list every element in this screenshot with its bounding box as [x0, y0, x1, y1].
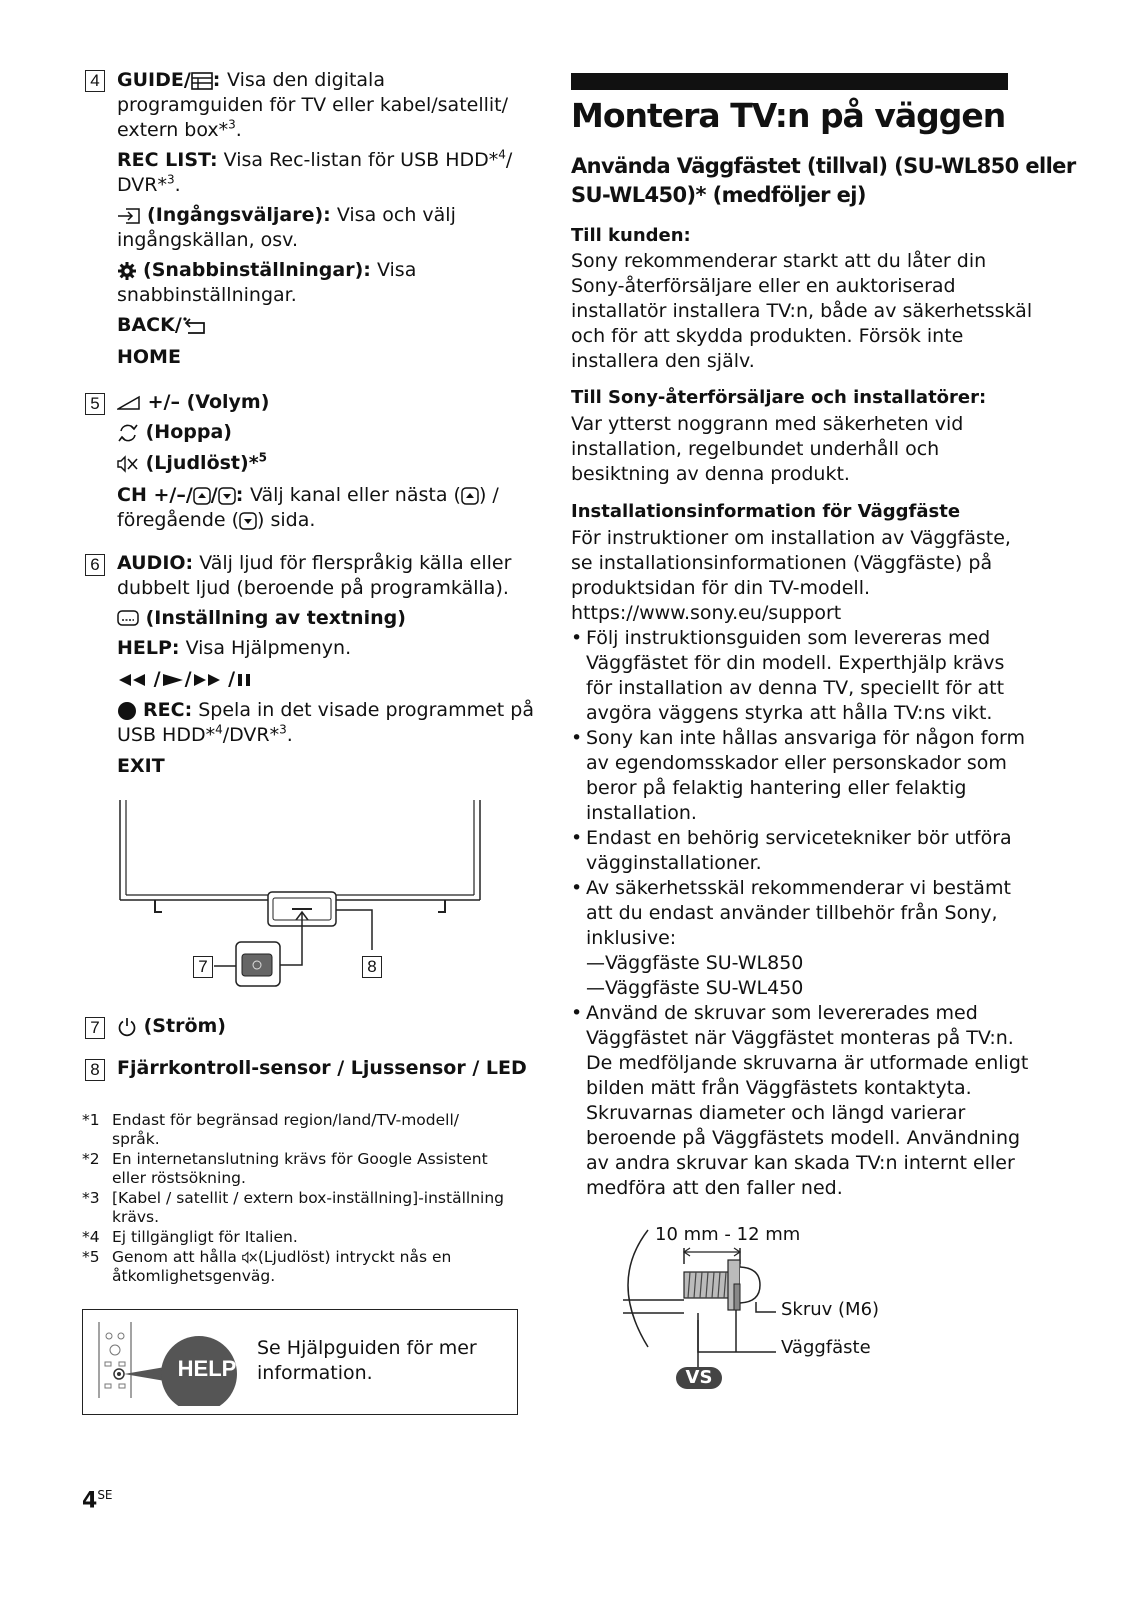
sec2-line-2: installation, regelbundet underhåll och — [571, 438, 940, 460]
quick-line — [117, 258, 416, 283]
record-icon — [117, 701, 137, 721]
footnote-mark-1: *1 — [82, 1111, 100, 1129]
input-line — [117, 203, 456, 228]
input-text-2: ingångskällan, osv. — [117, 229, 298, 251]
rec-sup-2: 3 — [279, 722, 287, 737]
bullet-3-line-1: Endast en behörig servicetekniker bör utföra — [586, 827, 1012, 849]
sec1-line-4: och för att skydda produkten. Försök inte — [571, 325, 964, 347]
gear-icon — [117, 261, 137, 281]
guide-sup: 3 — [228, 117, 236, 132]
item-number-8: 8 — [85, 1059, 105, 1081]
rec-line — [117, 698, 534, 723]
sec1-line-1: Sony rekommenderar starkt att du låter din — [571, 250, 987, 272]
sensor-label: Fjärrkontroll-sensor / Ljussensor / LED — [117, 1057, 527, 1079]
footnote-5-line-2: åtkomlighetsgenväg. — [112, 1267, 276, 1285]
play-icon — [161, 672, 185, 688]
bullet-dot: • — [571, 827, 583, 849]
jump-icon — [117, 423, 139, 443]
sec1-line-2: Sony-återförsäljare eller en auktoriserad — [571, 275, 956, 297]
power-line — [117, 1014, 226, 1039]
page-down-icon — [218, 487, 236, 505]
section-subtitle-1: Använda Väggfästet (tillval) (SU-WL850 eller — [571, 154, 1076, 178]
bullet-1-line-3: för installation av denna TV, speciellt för att — [586, 677, 1005, 699]
sec2-line-1: Var ytterst noggrann med säkerheten vid — [571, 413, 964, 435]
ch-line-2 — [117, 508, 315, 533]
help-guide-box — [82, 1309, 518, 1415]
bullet-dot: • — [571, 727, 583, 749]
pause-icon — [235, 672, 255, 688]
guide-label: GUIDE/ — [117, 69, 191, 91]
bullet-4-line-2: att du endast använder tillbehör från Sony, — [586, 902, 998, 924]
audio-line — [117, 551, 511, 576]
guide-text-3: extern box* — [117, 119, 229, 141]
footnote-5-text: Genom att hålla — [112, 1248, 237, 1266]
rec-list-line: REC LIST: Visa Rec-listan för USB HDD*$^4$/ — [117, 147, 513, 171]
ch-text-2-end: ) sida. — [257, 509, 316, 531]
footnote-3-line-2: krävs. — [112, 1208, 160, 1226]
bullet-dot: • — [571, 877, 583, 899]
subtitle-icon — [117, 610, 139, 628]
rec-list-text-2: DVR* — [117, 174, 167, 196]
rec-list-text: Visa Rec-listan för USB HDD* — [223, 149, 499, 171]
bullet-2-line-2: av egendomsskador eller personskador som — [586, 752, 1007, 774]
back-label: BACK/ — [117, 314, 182, 336]
rec-list-sup-2: 3 — [167, 172, 175, 187]
footnote-2-line-1: En internetanslutning krävs för Google Assistent — [112, 1150, 488, 1168]
tv-bottom-diagram — [110, 800, 510, 1000]
sec3-line-2: se installationsinformationen (Väggfäste) på — [571, 552, 993, 574]
rec-list-label: REC LIST: — [117, 149, 218, 171]
help-line — [117, 636, 351, 661]
page-title: Montera TV:n på väggen — [571, 96, 1006, 135]
help-badge: HELP — [177, 1356, 237, 1381]
jump-line — [117, 420, 232, 445]
footnote-4-line-1: Ej tillgängligt för Italien. — [112, 1228, 298, 1246]
volume-line — [117, 390, 269, 415]
playback-controls: / / / — [117, 667, 255, 692]
rec-line-2: USB HDD*$^4$/DVR*$^3$. — [117, 722, 293, 746]
help-box-line-1: Se Hjälpguiden för mer — [257, 1337, 477, 1359]
bullet-4-line-5: —Väggfäste SU-WL450 — [586, 977, 804, 999]
sec2-line-3: besiktning av denna produkt. — [571, 463, 850, 485]
page-number-suffix: SE — [97, 1488, 113, 1502]
footnote-mark-4: *4 — [82, 1228, 100, 1246]
footnote-5-tail: (Ljudlöst) intryckt nås en — [257, 1248, 452, 1266]
page-up-icon — [193, 487, 211, 505]
rec-sup: 4 — [215, 722, 223, 737]
rec-list-sup: 4 — [498, 147, 506, 162]
bullet-1-line-1: Följ instruktionsguiden som levereras med — [586, 627, 991, 649]
jump-label: (Hoppa) — [145, 421, 232, 443]
footnote-2-line-2: eller röstsökning. — [112, 1169, 246, 1187]
mute-sup: 5 — [258, 450, 267, 465]
help-label: HELP: — [117, 637, 180, 659]
audio-label: AUDIO: — [117, 552, 194, 574]
sec3-line-3: produktsidan för din TV-modell. — [571, 577, 871, 599]
bullet-5-line-6: beroende på Väggfästets modell. Användning — [586, 1127, 1021, 1149]
page-up-icon-small — [461, 487, 479, 505]
bullet-5-line-4: bilden mätt från Väggfästets kontaktyta. — [586, 1077, 972, 1099]
sec3-head: Installationsinformation för Väggfäste — [571, 501, 961, 522]
rec-label: REC: — [143, 699, 193, 721]
sec1-line-5: installera den själv. — [571, 350, 755, 372]
footnote-5-line-1 — [112, 1247, 451, 1267]
page-number-digit: 4 — [82, 1488, 98, 1514]
guide-text: Visa den digitala — [227, 69, 385, 91]
guide-icon — [191, 72, 213, 90]
mute-icon — [117, 455, 139, 473]
audio-text-2: dubbelt ljud (beroende på programkälla). — [117, 577, 509, 599]
rec-list-line-2: DVR*$^3$. — [117, 172, 181, 196]
input-select-icon — [117, 207, 141, 225]
mute-line — [117, 451, 267, 476]
section-subtitle-2: SU-WL450)* (medföljer ej) — [571, 183, 866, 207]
item-number-4: 4 — [85, 70, 105, 92]
input-text: Visa och välj — [336, 204, 456, 226]
ch-text: Välj kanal eller nästa ( — [249, 484, 461, 506]
item-number-5: 5 — [85, 393, 105, 415]
fast-forward-icon — [192, 672, 222, 688]
item-number-7: 7 — [85, 1017, 105, 1039]
sec3-line-1: För instruktioner om installation av Väggfäste, — [571, 527, 1011, 549]
footnote-mark-3: *3 — [82, 1189, 100, 1207]
bullet-5-line-8: medföra att den faller ned. — [586, 1177, 843, 1199]
sec1-head: Till kunden: — [571, 225, 691, 246]
rec-text-3: /DVR* — [222, 724, 280, 746]
page-number — [82, 1488, 113, 1513]
bullet-1-line-2: Väggfästet för din modell. Experthjälp krävs — [586, 652, 1005, 674]
bullet-dot: • — [571, 1002, 583, 1024]
ch-text-end: ) / — [478, 484, 499, 506]
rewind-icon — [117, 672, 147, 688]
back-icon — [182, 316, 208, 336]
bullet-dot: • — [571, 627, 583, 649]
guide-text-2: programguiden för TV eller kabel/satellit/ — [117, 94, 509, 116]
bullet-1-line-4: avgöra väggens styrka att hålla TV:ns vikt. — [586, 702, 993, 724]
bullet-2-line-4: installation. — [586, 802, 697, 824]
rec-text-2: USB HDD* — [117, 724, 216, 746]
quick-label: (Snabbinställningar): — [143, 259, 371, 281]
subtitle-label: (Inställning av textning) — [145, 607, 406, 629]
input-label: (Ingångsväljare): — [147, 204, 331, 226]
guide-text-3-line: extern box*$^3$. — [117, 117, 242, 141]
exit-label: EXIT — [117, 755, 165, 777]
home-label: HOME — [117, 346, 181, 368]
audio-text: Välj ljud för flerspråkig källa eller — [199, 552, 512, 574]
rec-text: Spela in det visade programmet på — [198, 699, 534, 721]
bullet-5-line-7: av andra skruvar kan skada TV:n internt eller — [586, 1152, 1015, 1174]
volume-icon — [117, 395, 141, 411]
quick-text-2: snabbinställningar. — [117, 284, 297, 306]
callout-7: 7 — [193, 956, 213, 978]
help-text: Visa Hjälpmenyn. — [185, 637, 352, 659]
guide-line: GUIDE/ : Visa den digitala — [117, 69, 385, 91]
sec2-head: Till Sony-återförsäljare och installatörer: — [571, 387, 987, 408]
bracket-label: Väggfäste — [781, 1337, 871, 1358]
page-down-icon-small — [239, 512, 257, 530]
bullet-5-line-2: Väggfästet när Väggfästet monteras på TV:n. — [586, 1027, 1014, 1049]
ch-text-2: föregående ( — [117, 509, 240, 531]
quick-text: Visa — [376, 259, 417, 281]
footnote-mark-2: *2 — [82, 1150, 100, 1168]
bullet-4-line-1: Av säkerhetsskäl rekommenderar vi bestämt — [586, 877, 1011, 899]
mute-icon-small — [242, 1251, 258, 1264]
screw-dimension: 10 mm - 12 mm — [655, 1224, 801, 1245]
power-label: (Ström) — [143, 1015, 226, 1037]
bullet-2-line-1: Sony kan inte hållas ansvariga för någon form — [586, 727, 1025, 749]
sec3-url: https://www.sony.eu/support — [571, 602, 842, 624]
volume-label: +/– (Volym) — [147, 391, 270, 413]
subtitle-line — [117, 606, 406, 631]
screw-label: Skruv (M6) — [781, 1299, 880, 1320]
bullet-3-line-2: vägginstallationer. — [586, 852, 762, 874]
bullet-5-line-3: De medföljande skruvarna är utformade enligt — [586, 1052, 1029, 1074]
callout-8: 8 — [362, 956, 382, 978]
bullet-5-line-1: Använd de skruvar som levererades med — [586, 1002, 978, 1024]
footnote-mark-5: *5 — [82, 1248, 100, 1266]
mute-label: (Ljudlöst)* — [145, 452, 259, 474]
help-box-line-2: information. — [257, 1362, 373, 1384]
title-bar — [571, 73, 1008, 90]
vs-badge: VS — [685, 1367, 713, 1388]
back-line — [117, 313, 208, 338]
ch-line: CH +/–/ / : Välj kanal eller nästa ( ) / — [117, 484, 499, 506]
item-number-6: 6 — [85, 554, 105, 576]
ch-label: CH +/–/ — [117, 484, 193, 506]
bullet-4-line-3: inklusive: — [586, 927, 677, 949]
footnote-1-line-1: Endast för begränsad region/land/TV-modell/ — [112, 1111, 460, 1129]
footnote-3-line-1: [Kabel / satellit / extern box-inställning]-inställning — [112, 1189, 504, 1207]
bullet-5-line-5: Skruvarnas diameter och längd varierar — [586, 1102, 966, 1124]
bullet-2-line-3: beror på felaktig hantering eller felaktig — [586, 777, 967, 799]
footnote-1-line-2: språk. — [112, 1130, 160, 1148]
bullet-4-line-4: —Väggfäste SU-WL850 — [586, 952, 804, 974]
power-icon — [117, 1017, 137, 1037]
sec1-line-3: installatör installera TV:n, både av säkerhetsskäl — [571, 300, 1033, 322]
